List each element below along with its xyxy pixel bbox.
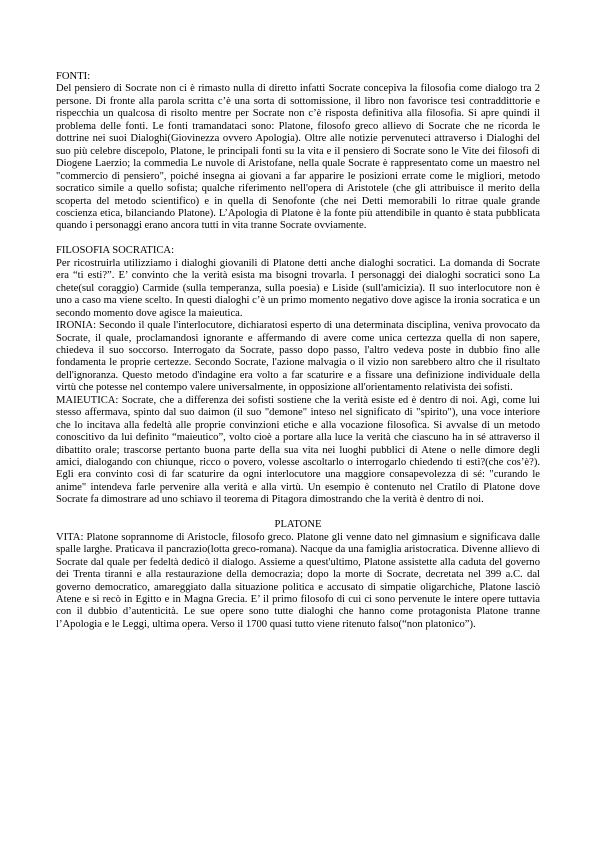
filosofia-socratica-heading: FILOSOFIA SOCRATICA: [56,245,175,257]
fonti-paragraph: Del pensiero di Socrate non ci è rimasto nulla di diretto infatti Socrate concepiva la filosofia come dialogo tra 2 persone. Di fronte alla parola scritta c’è una sorta di sottomissione, il libro non favorisce tesi contraddittorie e rispecchia un qualcosa di risolto mentre per Socrate non c’è risposta definitiva alla filosofia. Si apre quindi il problema delle fonti. Le fonti tramandataci sono: Platone, filosofo greco allievo di Socrate che ne ricorda le dottrine nei suoi Dialoghi(Giovinezza ovvero Apologia). Oltre alle notizie pervenuteci attraverso i Dialoghi del suo più celebre discepolo, Platone, le principali fonti su la vita e il pensiero di Socrate sono le Vite dei filosofi di Diogene Laerzio; la commedia Le nuvole di Aristofane, nella quale Socrate è rappresentato come un maestro nel "commercio di pensiero", poiché insegna ai giovani a far apparire le posizioni errate come le migliori, metodo socratico simile a quello sofista; qualche riferimento nell'opera di Aristotele (che gli attribuisce il merito della scoperta del metodo scientifico) e in quella di Senofonte (che nei Detti memorabili lo ritrae quale grande coscienza etica, bilanciando Platone). L’Apologia di Platone è la fonte più attendibile in quanto è stata pubblicata quando i personaggi erano ancora tutti in vita tranne Socrate ovviamente. [56,83,540,232]
document-page [56,71,540,631]
section-spacer [56,233,540,245]
ironia-paragraph: IRONIA: Secondo il quale l'interlocutore, dichiaratosi esperto di una determinata disciplina, veniva provocato da Socrate, il quale, proclamandosi ignorante e affermando di avere come unica certezza quella di non sapere, chiedeva il suo soccorso. Interrogato da Socrate, passo dopo passo, l'altro vedeva poste in dubbio fino alle fondamenta le proprie certezze. Secondo Socrate, l'azione malvagia o il vizio non sarebbero altro che il risultato dell'ignoranza. Questo metodo d'indagine era volto a far scaturire e a fissare una definizione individuale della virtù che potesse nel contempo valere universalmente, in opposizione all'orientamento relativista dei sofisti. [56,320,540,394]
filosofia-socratica-paragraph: Per ricostruirla utilizziamo i dialoghi giovanili di Platone detti anche dialoghi socratici. La domanda di Socrate era “ti esti?”. E’ convinto che la verità esista ma bisogni trovarla. I personaggi dei dialoghi socratici sono La chete(sul coraggio) Carmide (sulla temperanza, sulla poesia) e Liside (sull'amicizia). Il suo interlocutore non è uno a caso ma viene scelto. In questi dialoghi c’è un primo momento negativo dove agisce la ironia socratica e un secondo momento dove agisce la maieutica. [56,257,540,319]
platone-vita-paragraph: VITA: Platone soprannome di Aristocle, filosofo greco. Platone gli venne dato nel gimnasium e significava dalle spalle larghe. Praticava il pancrazio(lotta greco-romana). Nacque da una famiglia aristocratica. Divenne allievo di Socrate dal quale per fedeltà dedicò il dialogo. Assieme a quest'ultimo, Platone assistette alla caduta del governo dei Trenta tiranni e alla restaurazione della democrazia; dopo la morte di Socrate, decretata nel 399 a.C. dal governo democratico, amareggiato dalla situazione politica e accusato di simpatie oligarchiche, Platone lasciò Atene e si recò in Egitto e in Magna Grecia. E’ il primo filosofo di cui ci sono pervenute le intere opere tuttavia con il dubbio d’autenticità. Le sue opere sono tutte dialoghi che hanno come protagonista Platone tranne l’Apologia e le Leggi, ultima opera. Verso il 1700 quasi tutto viene ritenuto falso(“non platonico”). [56,531,540,630]
fonti-heading: FONTI: [56,71,91,82]
platone-heading: PLATONE [274,519,322,531]
section-spacer [56,507,540,519]
maieutica-paragraph: MAIEUTICA: Socrate, che a differenza dei sofisti sostiene che la verità esiste ed è dentro di noi. Agì, come lui stesso affermava, spinto dal suo daimon (il suo "demone" inteso nel significato di "spirito"), una voce interiore che lo incitava alla fedeltà alle proprie convinzioni etiche e alla vocazione filosofica. Si avvalse di un metodo conoscitivo da lui definito “maieutico”, volto cioè a portare alla luce la verità che ciascuno ha in sé attraverso il dibattito orale; trascorse pertanto buona parte della sua vita nei luoghi pubblici di Atene o nelle dimore degli amici, dialogando con chiunque, ricco o povero, volesse ascoltarlo o interrogarlo chiedendo ti esti?(che cos’è?). Egli era convinto così di far scaturire da ogni interlocutore una maggiore consapevolezza di sé: "curando le anime" intendeva farle pervenire alla verità e alla virtù. Un esempio è contenuto nel Cratilo di Platone dove Socrate fa dimostrare ad uno schiavo il teorema di Pitagora dimostrando che la verità è dentro di noi. [56,394,540,506]
